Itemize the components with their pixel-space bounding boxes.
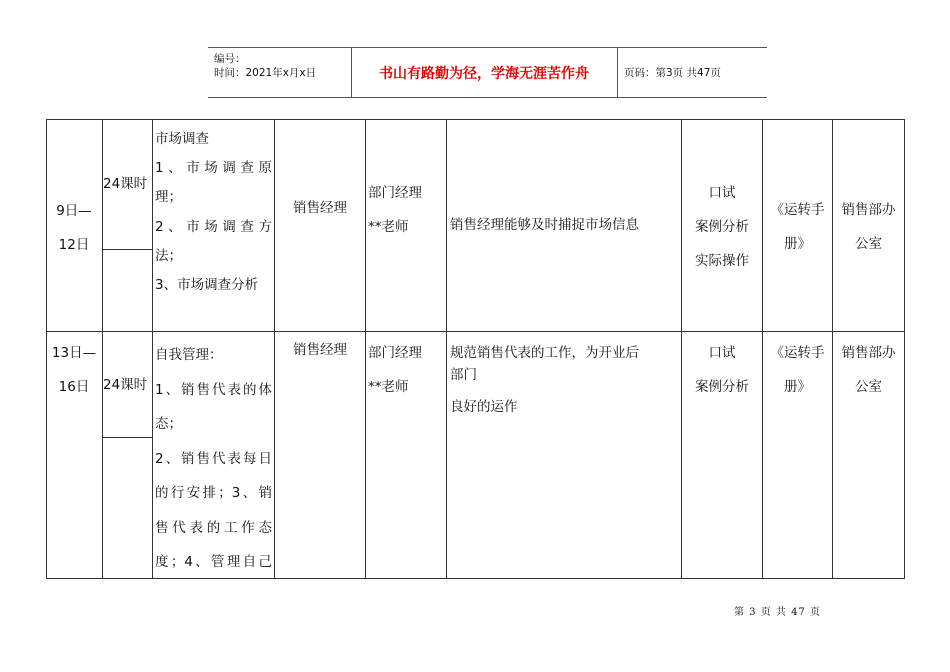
trainer-cell: 部门经理 **老师 [368, 185, 422, 235]
place-cell: 销售部办 公室 [841, 345, 896, 395]
date-cell: 9日— 12日 [56, 203, 92, 253]
hours-cell: 24课时 [103, 176, 148, 192]
hours-subdivider [102, 437, 152, 438]
method-cell: 口试 案例分析 [695, 345, 749, 395]
hours-subdivider [102, 249, 152, 250]
page-info: 页码：第3页 共47页 [624, 67, 721, 79]
code-label: 编号： [214, 53, 246, 65]
target-cell: 销售经理 [293, 200, 347, 216]
content-cell: 市场调查 1、市场调查原 理； 2、市场调查方 法； 3、市场调查分析 [155, 131, 272, 294]
target-cell: 销售经理 [293, 342, 347, 358]
place-cell: 销售部办 公室 [841, 202, 896, 252]
row-divider [46, 331, 905, 332]
column-line [446, 119, 447, 579]
hours-cell: 24课时 [103, 377, 148, 393]
goal-cell: 销售经理能够及时捕捉市场信息 [450, 217, 639, 233]
material-cell: 《运转手 册》 [770, 202, 825, 252]
time-label: 时间：2021年x月x日 [214, 67, 317, 79]
motto: 书山有路勤为径，学海无涯苦作舟 [379, 65, 589, 82]
trainer-cell: 部门经理 **老师 [368, 345, 422, 395]
column-line [904, 119, 905, 579]
content-cell: 自我管理： 1、销售代表的体 态； 2、销售代表每日 的行安排；3、销 售代表的工作态 度；4、管理自己 [155, 347, 272, 570]
column-line [365, 119, 366, 579]
material-cell: 《运转手 册》 [770, 345, 825, 395]
column-line [152, 119, 153, 579]
goal-cell: 规范销售代表的工作，为开业后 部门 良好的运作 [450, 345, 639, 415]
method-cell: 口试 案例分析 实际操作 [695, 185, 749, 269]
date-cell: 13日— 16日 [51, 345, 97, 395]
page-footer: 第 3 页 共 47 页 [734, 607, 821, 618]
table-border [46, 119, 905, 120]
